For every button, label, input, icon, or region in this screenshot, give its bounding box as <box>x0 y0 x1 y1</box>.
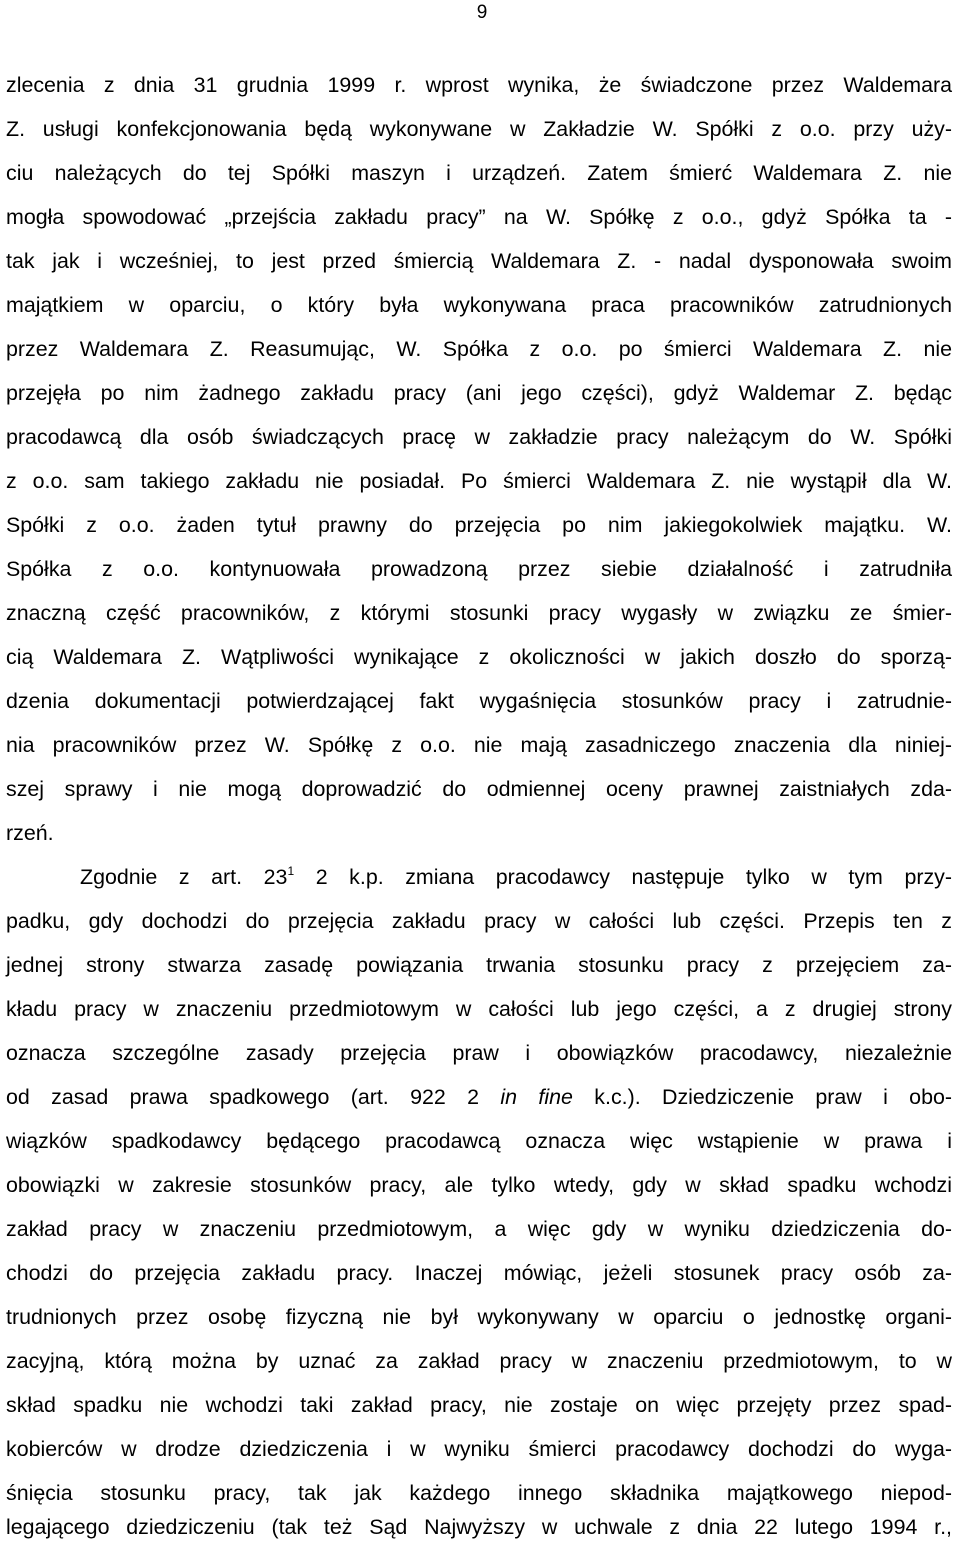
page-number: 9 <box>476 2 488 23</box>
text-line: nia pracowników przez W. Spółkę z o.o. nie mają zasadniczego znaczenia dla niniej- <box>6 733 952 757</box>
text-line: jednej strony stwarza zasadę powiązania trwania stosunku pracy z przejęciem za- <box>6 953 952 977</box>
text-line: znaczną część pracowników, z którymi stosunki pracy wygasły w związku ze śmier- <box>6 601 952 625</box>
text-line: Spółka z o.o. kontynuowała prowadzoną przez siebie działalność i zatrudniła <box>6 557 952 581</box>
text-line: zakład pracy w znaczeniu przedmiotowym, a więc gdy w wyniku dziedziczenia do- <box>6 1217 952 1241</box>
text-line: kobierców w drodze dziedziczenia i w wyniku śmierci pracodawcy dochodzi do wyga- <box>6 1437 952 1461</box>
text-line: zacyjną, którą można by uznać za zakład pracy w znaczeniu przedmiotowym, to w <box>6 1349 952 1373</box>
fine-line-after: k.c.). Dziedziczenie praw i obo- <box>572 1085 952 1109</box>
text-line: zlecenia z dnia 31 grudnia 1999 r. wprost wynika, że świadczone przez Waldemara <box>6 73 952 97</box>
text-line: przejęła po nim żadnego zakładu pracy (ani jego części), gdyż Waldemar Z. będąc <box>6 381 952 405</box>
article-line-after: 2 k.p. zmiana pracodawcy następuje tylko w tym przy- <box>294 865 952 889</box>
text-line: mogła spowodować „przejścia zakładu pracy” na W. Spółkę z o.o., gdyż Spółka ta - <box>6 205 952 229</box>
text-line: tak jak i wcześniej, to jest przed śmiercią Waldemara Z. - nadal dysponowała swoim <box>6 249 952 273</box>
fine-line <box>6 1082 952 1112</box>
text-line: obowiązki w zakresie stosunków pracy, ale tylko wtedy, gdy w skład spadku wchodzi <box>6 1173 952 1197</box>
text-line: padku, gdy dochodzi do przejęcia zakładu pracy w całości lub części. Przepis ten z <box>6 909 952 933</box>
text-line: dzenia dokumentacji potwierdzającej fakt wygaśnięcia stosunków pracy i zatrudnie- <box>6 689 952 713</box>
text-line: rzeń. <box>6 821 54 845</box>
text-line: śnięcia stosunku pracy, tak jak każdego innego składnika majątkowego niepod- <box>6 1481 952 1505</box>
text-line: cią Waldemara Z. Wątpliwości wynikające z okoliczności w jakich doszło do sporzą- <box>6 645 952 669</box>
text-line: legającego dziedziczeniu (tak też Sąd Najwyższy w uchwale z dnia 22 lutego 1994 r., <box>6 1515 952 1539</box>
text-line: oznacza szczególne zasady przejęcia praw i obowiązków pracodawcy, niezależnie <box>6 1041 952 1065</box>
article-line-before: Zgodnie z art. 23 <box>80 865 288 889</box>
text-line: majątkiem w oparciu, o który była wykonywana praca pracowników zatrudnionych <box>6 293 952 317</box>
article-line <box>80 862 952 892</box>
text-line: szej sprawy i nie mogą doprowadzić do odmiennej oceny prawnej zaistniałych zda- <box>6 777 952 801</box>
text-line: skład spadku nie wchodzi taki zakład pracy, nie zostaje on więc przejęty przez spad- <box>6 1393 952 1417</box>
text-line: trudnionych przez osobę fizyczną nie był wykonywany w oparciu o jednostkę organi- <box>6 1305 952 1329</box>
in-fine-phrase: in fine <box>500 1085 573 1109</box>
text-line: pracodawcą dla osób świadczących pracę w zakładzie pracy należącym do W. Spółki <box>6 425 952 449</box>
text-line: ciu należących do tej Spółki maszyn i urządzeń. Zatem śmierć Waldemara Z. nie <box>6 161 952 185</box>
text-line: kładu pracy w znaczeniu przedmiotowym w całości lub jego części, a z drugiej strony <box>6 997 952 1021</box>
text-line: Spółki z o.o. żaden tytuł prawny do przejęcia po nim jakiegokolwiek majątku. W. <box>6 513 952 537</box>
text-line: wiązków spadkodawcy będącego pracodawcą oznacza więc wstąpienie w prawa i <box>6 1129 952 1153</box>
text-line: chodzi do przejęcia zakładu pracy. Inaczej mówiąc, jeżeli stosunek pracy osób za- <box>6 1261 952 1285</box>
fine-line-before: od zasad prawa spadkowego (art. 922 2 <box>6 1085 501 1109</box>
article-superscript: 1 <box>287 864 295 878</box>
text-line: Z. usługi konfekcjonowania będą wykonywane w Zakładzie W. Spółki z o.o. przy uży- <box>6 117 952 141</box>
text-line: z o.o. sam takiego zakładu nie posiadał. Po śmierci Waldemara Z. nie wystąpił dla W. <box>6 469 952 493</box>
text-line: przez Waldemara Z. Reasumując, W. Spółka z o.o. po śmierci Waldemara Z. nie <box>6 337 952 361</box>
